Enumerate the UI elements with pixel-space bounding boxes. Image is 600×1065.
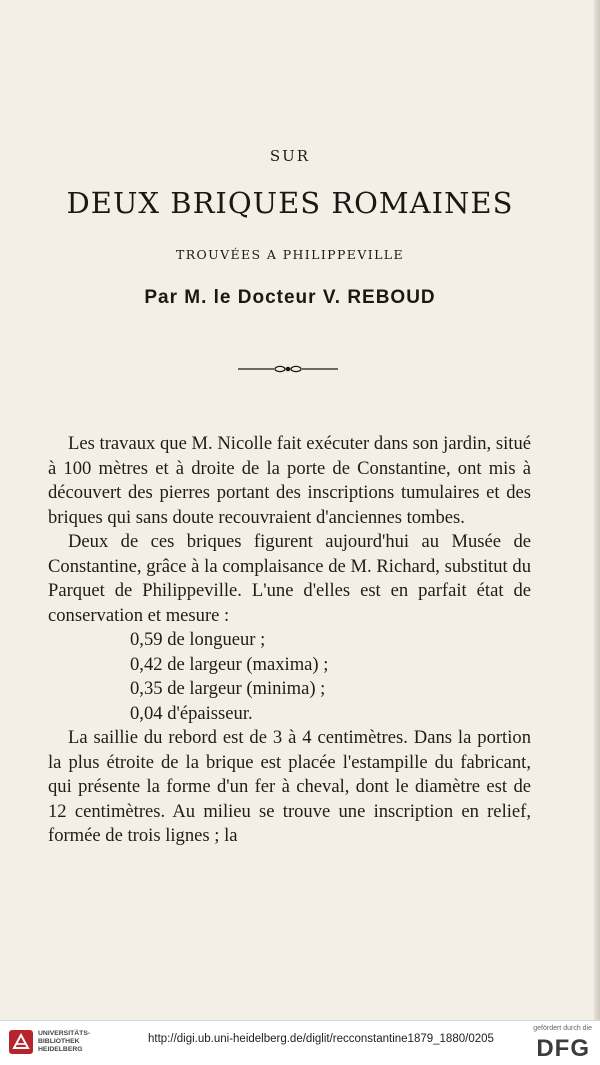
article-subtitle: TROUVÉES A PHILIPPEVILLE <box>175 247 405 262</box>
measurement-width-min: 0,35 de largeur (minima) ; <box>130 678 326 699</box>
article-title: DEUX BRIQUES ROMAINES <box>66 186 514 220</box>
page-edge-shadow <box>594 0 600 1020</box>
library-name-line-1: UNIVERSITÄTS- <box>38 1030 91 1037</box>
article-author: Par M. le Docteur V. REBOUD <box>144 287 436 308</box>
paragraph-1: Les travaux que M. Nicolle fait exécuter dans son jardin, situé à 100 mètres et à droite de la porte de Constantine, ont mis à découvert des pierres portant des inscriptions tumulaires et des briques qui sans doute recouvraient d'anciennes tombes. <box>48 433 531 528</box>
article-body <box>48 432 531 849</box>
measurement-thickness: 0,04 d'épaisseur. <box>130 702 253 724</box>
funding-note: gefördert durch die <box>533 1025 592 1032</box>
permalink-url[interactable]: http://digi.ub.uni-heidelberg.de/diglit/recconstantine1879_1880/0205 <box>148 1033 494 1045</box>
viewer-footer <box>0 1020 600 1065</box>
measurement-width-max: 0,42 de largeur (maxima) ; <box>130 653 329 675</box>
heading-sur: SUR <box>269 147 311 165</box>
library-name[interactable] <box>38 1030 90 1054</box>
library-name-line-2: BIBLIOTHEK <box>38 1038 80 1045</box>
measurement-length: 0,59 de longueur ; <box>130 629 266 650</box>
paragraph-2: Deux de ces briques figurent aujourd'hui au Musée de Constantine, grâce à la complaisance de M. Richard, substitut du Parquet de Philippeville. L'une d'elles est en parfait état de conservation et mesure : <box>48 531 531 626</box>
university-seal-icon[interactable] <box>8 1029 34 1055</box>
paragraph-3: La saillie du rebord est de 3 à 4 centimètres. Dans la portion la plus étroite de la brique est placée l'estampille du fabricant, qui présente la forme d'un fer à cheval, dont le diamètre est de 12 centimètres. Au milieu se trouve une inscription en relief, formée de trois lignes ; la <box>48 727 531 846</box>
dfg-logo[interactable]: DFG <box>536 1035 590 1062</box>
library-name-line-3: HEIDELBERG <box>38 1046 83 1053</box>
ornament-divider <box>238 362 338 376</box>
